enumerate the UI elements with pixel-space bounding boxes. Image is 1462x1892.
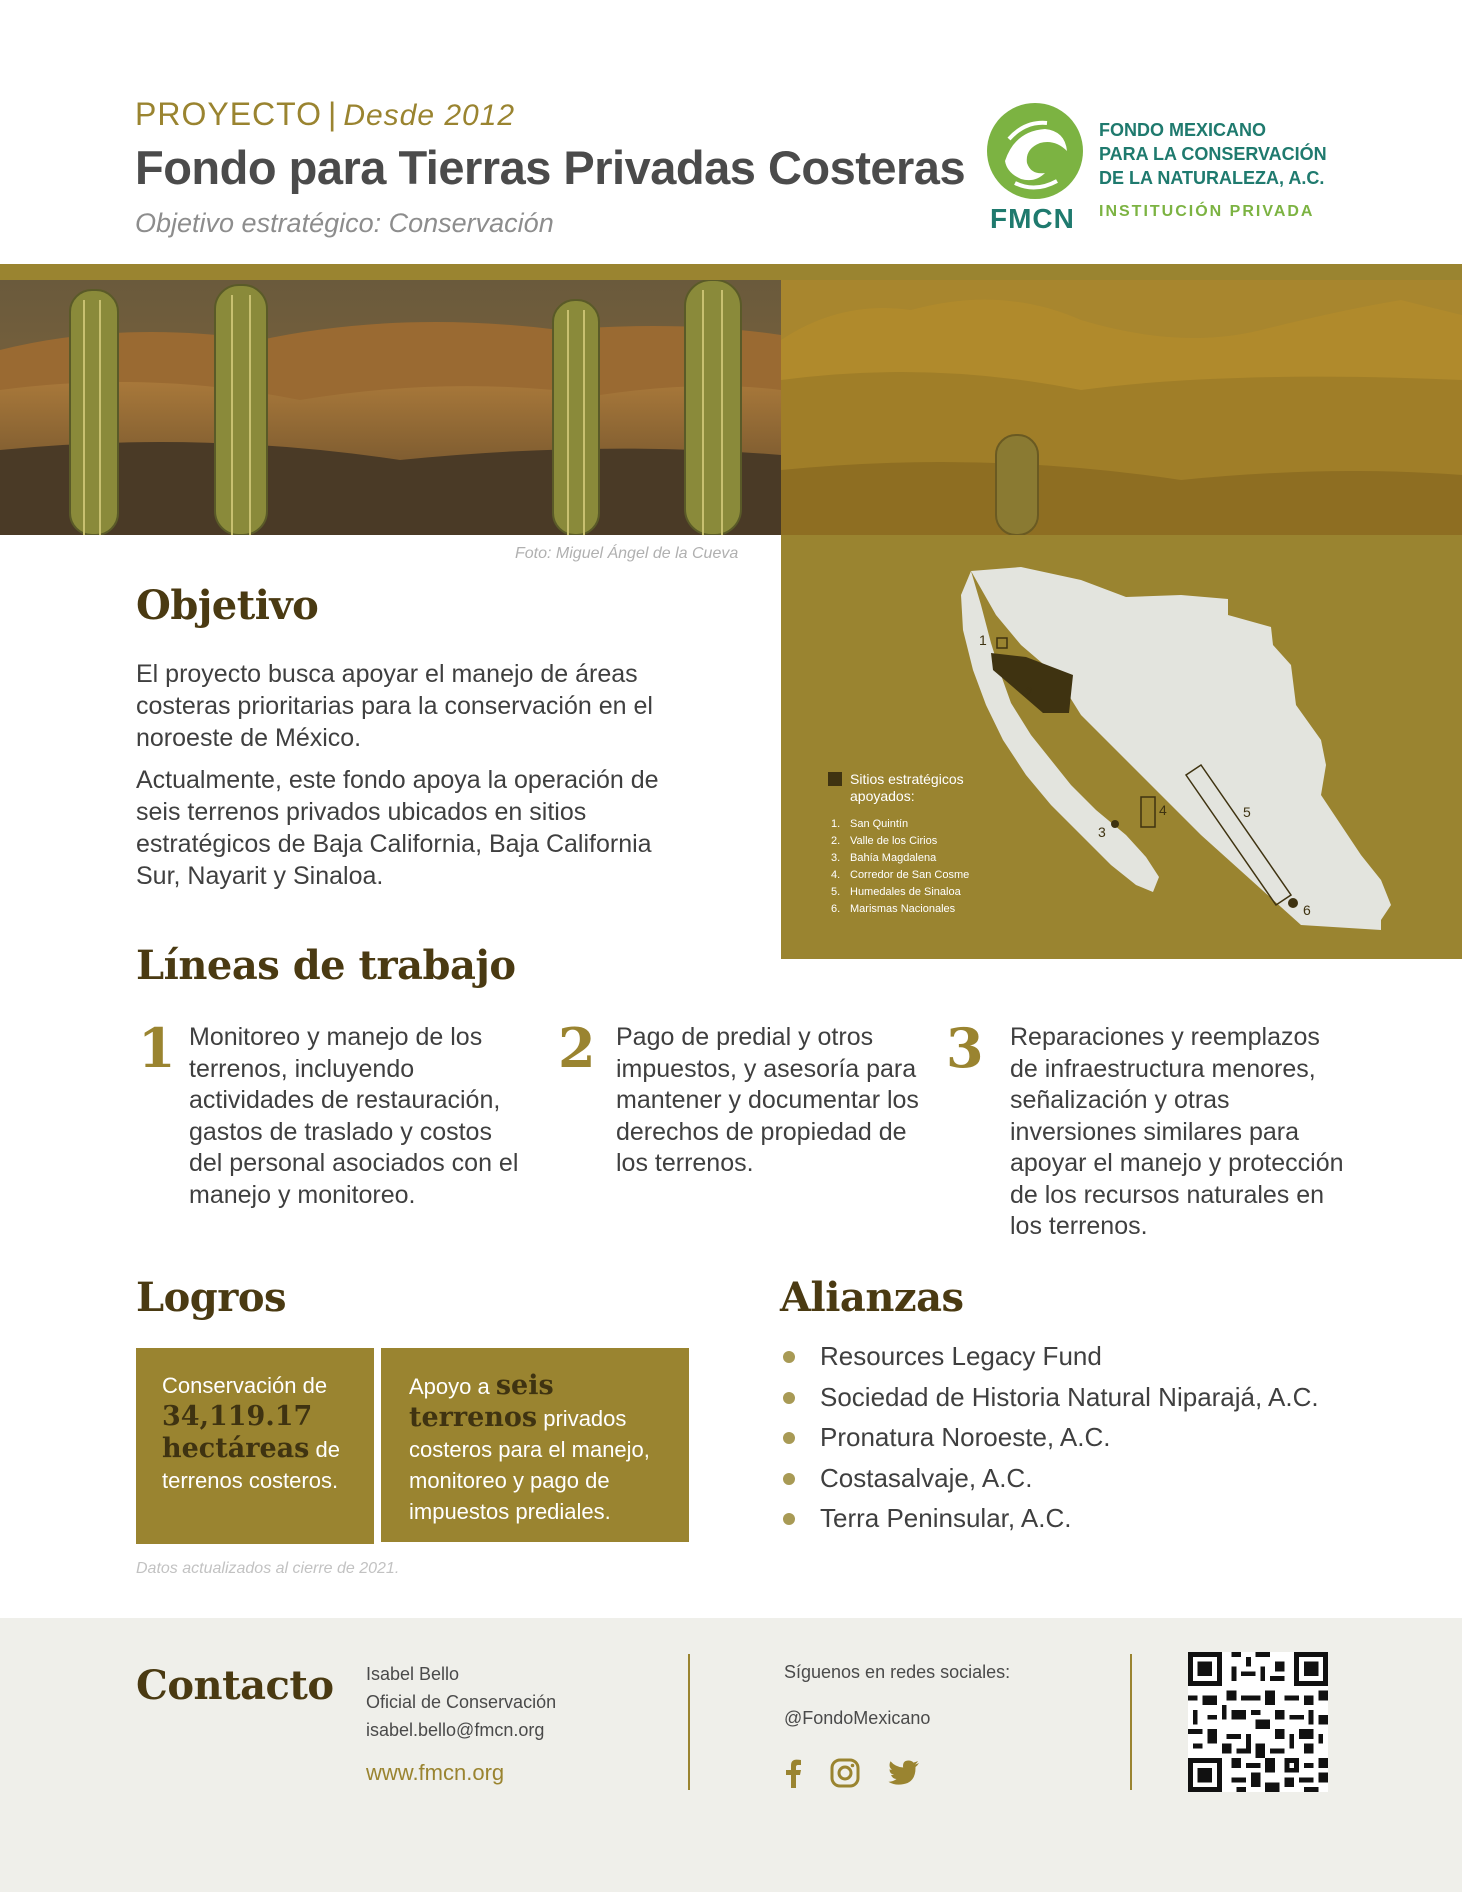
ally-name: Resources Legacy Fund — [820, 1341, 1102, 1371]
logo-line-3: DE LA NATURALEZA, A.C. — [1099, 168, 1325, 188]
sites-map — [781, 535, 1462, 959]
page-title: Fondo para Tierras Privadas Costeras — [135, 141, 966, 194]
map-label-1: 1 — [979, 632, 987, 648]
ally-name: Costasalvaje, A.C. — [820, 1462, 1033, 1493]
social-label: Síguenos en redes sociales: — [784, 1662, 1011, 1682]
objetivo-paragraph-1: El proyecto busca apoyar el manejo de áreas costeras prioritarias para la conservación en el noroeste de México. — [136, 660, 653, 752]
logo-subtitle: INSTITUCIÓN PRIVADA — [1099, 203, 1315, 220]
objetivo-heading: Objetivo — [136, 582, 319, 629]
bullet-icon — [783, 1513, 795, 1525]
logros-heading: Logros — [136, 1274, 287, 1321]
site-3-marker — [1111, 820, 1119, 828]
project-eyebrow — [135, 96, 515, 133]
bullet-icon — [783, 1473, 795, 1485]
achievement-terrenos — [381, 1348, 689, 1542]
contact-details — [366, 1660, 556, 1744]
list-item — [780, 1417, 1319, 1458]
legend-site-5: Humedales de Sinaloa — [850, 886, 961, 898]
achievement-terrenos-post: privados costeros para el manejo, monitoreo y pago de impuestos prediales. — [409, 1406, 650, 1524]
map-label-5: 5 — [1243, 804, 1251, 820]
photo-credit: Foto: Miguel Ángel de la Cueva — [515, 545, 739, 562]
work-number-1: 1 — [138, 1016, 176, 1080]
map-label-6: 6 — [1303, 902, 1311, 918]
data-footnote: Datos actualizados al cierre de 2021. — [136, 1560, 400, 1577]
work-item-2: Pago de predial y otros impuestos, y asesoría para mantener y documentar los derechos de propiedad de los terrenos. — [616, 1023, 919, 1177]
social-icons — [784, 1758, 920, 1793]
instagram-icon[interactable] — [830, 1758, 860, 1793]
lineas-heading: Líneas de trabajo — [136, 942, 516, 989]
contact-role: Oficial de Conservación — [366, 1692, 557, 1712]
legend-swatch — [828, 772, 842, 786]
ally-name: Sociedad de Historia Natural Niparajá, A.C. — [820, 1381, 1319, 1412]
website-link[interactable]: www.fmcn.org — [366, 1760, 505, 1785]
legend-num-5: 5. — [831, 886, 841, 898]
header-rule — [0, 264, 1462, 280]
legend-site-6: Marismas Nacionales — [850, 903, 956, 915]
achievement-hectares — [136, 1348, 374, 1544]
since-label: Desde 2012 — [343, 99, 516, 132]
achievement-terrenos-value: seis terrenos — [409, 1370, 554, 1433]
alianzas-heading: Alianzas — [780, 1274, 964, 1321]
contacto-heading: Contacto — [136, 1662, 334, 1709]
cactus-photo — [0, 280, 781, 535]
legend-num-3: 3. — [831, 852, 841, 864]
work-number-3: 3 — [946, 1016, 984, 1080]
logo-acronym: FMCN — [990, 203, 1075, 234]
list-item — [780, 1377, 1319, 1418]
list-item — [780, 1336, 1319, 1377]
achievement-terrenos-pre: Apoyo a — [409, 1374, 490, 1399]
logo-line-2: PARA LA CONSERVACIÓN — [1099, 144, 1327, 164]
list-item — [780, 1498, 1319, 1539]
map-label-3: 3 — [1098, 824, 1106, 840]
legend-site-4: Corredor de San Cosme — [850, 869, 970, 881]
social-handle[interactable]: @FondoMexicano — [784, 1708, 931, 1728]
bullet-icon — [783, 1432, 795, 1444]
work-item-1: Monitoreo y manejo de los terrenos, incluyendo actividades de restauración, gastos de traslado y costos del personal asociados con el manejo y monitoreo. — [189, 1023, 519, 1209]
objetivo-body — [136, 658, 696, 902]
eyebrow-divider: | — [328, 96, 338, 132]
eyebrow-label: PROYECTO — [135, 96, 322, 132]
achievement-hectares-pre: Conservación de — [162, 1373, 328, 1398]
map-label-4: 4 — [1159, 802, 1167, 818]
footer-divider — [1130, 1654, 1132, 1790]
legend-num-6: 6. — [831, 903, 841, 915]
map-panel — [781, 535, 1462, 959]
legend-num-2: 2. — [831, 835, 841, 847]
objetivo-paragraph-2: Actualmente, este fondo apoya la operación de seis terrenos privados ubicados en sitios estratégicos de Baja California, Baja California Sur, Nayarit y Sinaloa. — [136, 766, 659, 890]
achievement-hectares-post: de terrenos costeros. — [162, 1437, 340, 1493]
site-1-marker — [997, 638, 1007, 648]
legend-title-1: Sitios estratégicos — [850, 771, 964, 787]
alianzas-list — [780, 1336, 1319, 1539]
legend-site-3: Bahía Magdalena — [850, 852, 937, 864]
footer-divider — [688, 1654, 690, 1790]
work-number-2: 2 — [558, 1016, 596, 1080]
legend-num-1: 1. — [831, 818, 841, 830]
list-item — [780, 1458, 1319, 1499]
logo-line-1: FONDO MEXICANO — [1099, 120, 1267, 140]
legend-site-2: Valle de los Cirios — [850, 835, 938, 847]
map-label-2: 2 — [1025, 684, 1033, 700]
bullet-icon — [783, 1392, 795, 1404]
bullet-icon — [783, 1351, 795, 1363]
footer — [0, 1618, 1462, 1892]
twitter-icon[interactable] — [888, 1760, 920, 1791]
logo-name — [1099, 118, 1327, 190]
legend-title-2: apoyados: — [850, 788, 915, 804]
site-4-marker — [1141, 797, 1155, 827]
mountain-photo — [781, 280, 1462, 535]
achievement-hectares-value: 34,119.17 hectáreas — [162, 1401, 313, 1464]
ally-name: Pronatura Noroeste, A.C. — [820, 1422, 1111, 1452]
facebook-icon[interactable] — [784, 1758, 802, 1793]
site-6-marker — [1288, 898, 1298, 908]
qr-code-icon[interactable] — [1188, 1652, 1328, 1792]
fmcn-logo-icon — [985, 101, 1085, 201]
ally-name: Terra Peninsular, A.C. — [820, 1503, 1072, 1533]
contact-name: Isabel Bello — [366, 1664, 460, 1684]
work-item-3: Reparaciones y reemplazos de infraestructura menores, señalización y otras inversiones similares para apoyar el manejo y protección de los recursos naturales en los terrenos. — [1010, 1023, 1344, 1240]
contact-email[interactable]: isabel.bello@fmcn.org — [366, 1720, 545, 1740]
legend-site-1: San Quintín — [850, 818, 909, 830]
header — [0, 0, 1462, 264]
legend-num-4: 4. — [831, 869, 841, 881]
page-subtitle: Objetivo estratégico: Conservación — [135, 208, 554, 238]
